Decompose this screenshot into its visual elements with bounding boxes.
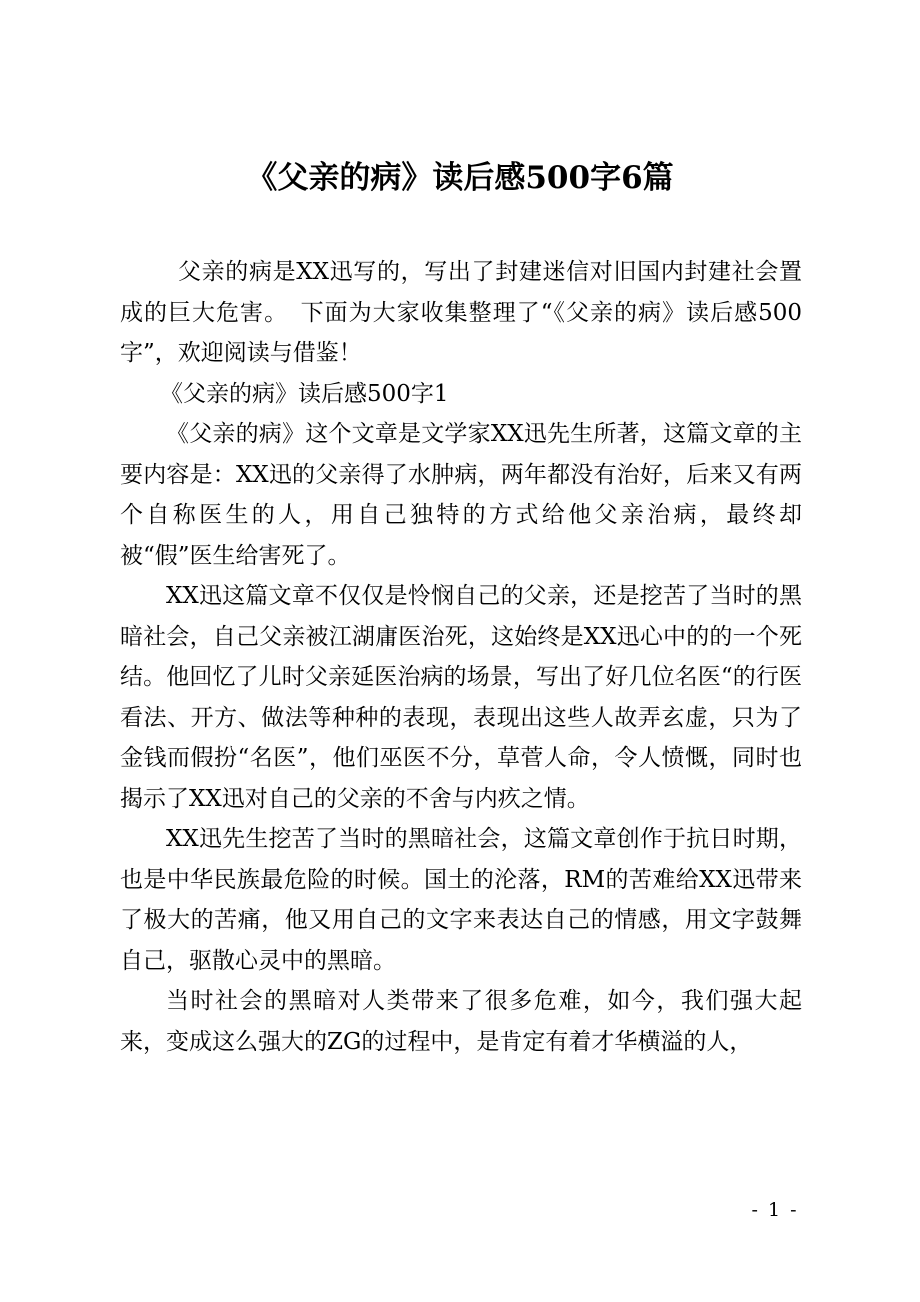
body-paragraph-1: 《父亲的病》这个文章是文学家XX迅先生所著，这篇文章的主要内容是：XX迅的父亲得了水肿病，两年都没有治好，后来又有两个自称医生的人，用自己独特的方式给他父亲治病，最终却被“假”医生给害死了。 [120,421,802,569]
page-number: - 1 - [751,1199,799,1221]
body-paragraph-4: 当时社会的黑暗对人类带来了很多危难，如今，我们强大起来，变成这么强大的ZG的过程中，是肯定有着才华横溢的人， [120,988,802,1055]
document-title: 《父亲的病》读后感500字6篇 [246,160,674,196]
section-heading: 《父亲的病》读后感500字1 [160,380,449,407]
intro-paragraph: 父亲的病是XX迅写的，写出了封建迷信对旧国内封建社会置成的巨大危害。 下面为大家收集整理了“《父亲的病》读后感500字”，欢迎阅读与借鉴！ [120,259,802,366]
body-paragraph-3: XX迅先生挖苦了当时的黑暗社会，这篇文章创作于抗日时期，也是中华民族最危险的时候。国土的沦落，RM的苦难给XX迅带来了极大的苦痛，他又用自己的文字来表达自己的情感，用文字鼓舞自己，驱散心灵中的黑暗。 [120,826,802,974]
document-body [120,252,802,1062]
body-paragraph-2: XX迅这篇文章不仅仅是怜悯自己的父亲，还是挖苦了当时的黑暗社会，自己父亲被江湖庸医治死，这始终是XX迅心中的的一个死结。他回忆了儿时父亲延医治病的场景，写出了好几位名医“的行医看法、开方、做法等种种的表现，表现出这些人故弄玄虚，只为了金钱而假扮“名医”，他们巫医不分，草菅人命，令人愤慨，同时也揭示了XX迅对自己的父亲的不舍与内疚之情。 [120,583,802,812]
